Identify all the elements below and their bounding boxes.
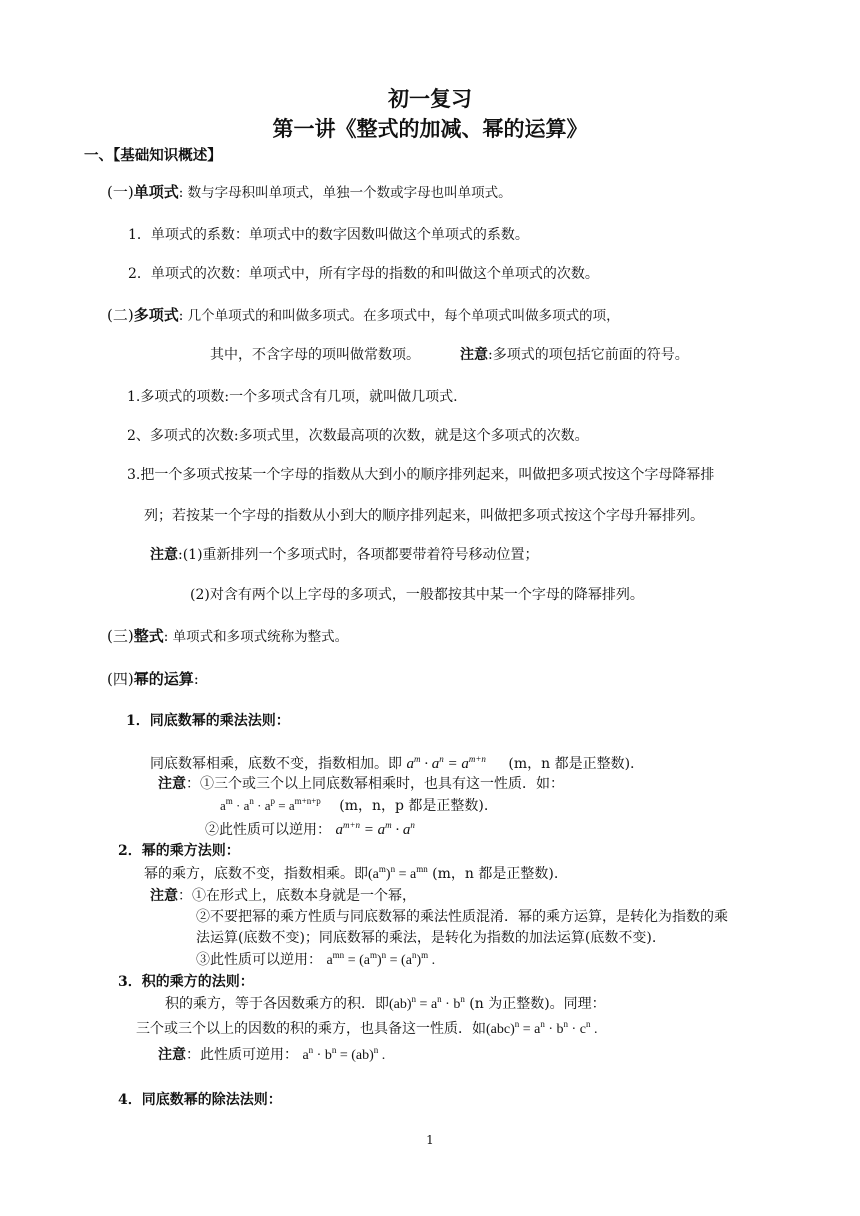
polynomial-definition [107, 306, 620, 324]
rule1-statement [150, 755, 634, 773]
rule2-tail: (m，n 都是正整数). [432, 866, 559, 882]
polynomial-prefix: (二) [107, 306, 134, 324]
rule4-heading: 4．同底数幂的除法法则： [118, 1092, 282, 1108]
polynomial-note2-line2: (2)对含有两个以上字母的多项式，一般都按其中某一个字母的降幂排列。 [190, 587, 644, 603]
rule2-heading: 2．幂的乘方法则： [118, 843, 240, 859]
page-number: 1 [426, 1133, 434, 1147]
rule1-example [220, 798, 488, 815]
power-term: 幂的运算 [133, 670, 194, 688]
polynomial-note2 [150, 547, 539, 564]
rule1-note-text: ：①三个或三个以上同底数幂相乘时，也具有这一性质．如： [186, 776, 564, 792]
polynomial-term: 多项式 [133, 306, 179, 324]
rule3-note-formula: $a^n \cdot b^n = (ab)^n$ . [302, 1045, 386, 1063]
polynomial-constant-text: 其中，不含字母的项叫做常数项。 [210, 347, 420, 363]
rule1-formula: $a^m \cdot a^n = a^{m+n}$ [406, 754, 486, 772]
monomial-text: : 数与字母积叫单项式，单独一个数或字母也叫单项式。 [178, 185, 512, 201]
rule1-tail: (m，n 都是正整数). [508, 756, 635, 772]
rule1-note-label: 注意 [158, 776, 186, 792]
rule3-text: 积的乘方，等于各因数乘方的积．即 [165, 996, 389, 1012]
rule2-note-line2: ②不要把幂的乘方性质与同底数幂的乘法性质混淆．幂的乘方运算，是转化为指数的乘 [196, 909, 728, 925]
rule1-reverse-text: ②此性质可以逆用： [205, 822, 331, 838]
integral-term: 整式 [133, 627, 164, 645]
rule3-line2 [136, 1021, 597, 1039]
rule2-statement [144, 866, 558, 884]
rule2-reverse-text: ③此性质可以逆用： [196, 952, 322, 968]
monomial-prefix: (一) [107, 183, 134, 201]
polynomial-note-text: :多项式的项包括它前面的符号。 [488, 347, 689, 363]
rule1-example-formula: $a^m \cdot a^n \cdot a^p = a^{m+n+p}$ [220, 796, 321, 813]
rule1-reverse-formula: $a^{m+n} = a^m \cdot a^n$ [335, 820, 415, 838]
integral-text: : 单项式和多项式统称为整式。 [163, 629, 349, 645]
rule3-heading: 3．积的乘方的法则： [118, 974, 254, 990]
power-prefix: (四) [107, 670, 134, 688]
power-text: : [193, 670, 199, 688]
rule2-note-line4 [196, 952, 435, 970]
monomial-item-2: 2．单项式的次数：单项式中，所有字母的指数的和叫做这个单项式的次数。 [128, 266, 599, 282]
polynomial-note-label: 注意 [460, 347, 488, 363]
polynomial-note2-text: :(1)重新排列一个多项式时，各项都要带着符号移动位置； [178, 547, 539, 563]
rule3-note-label: 注意 [158, 1047, 186, 1063]
rule2-formula: $(a^m)^n = a^{mn}$ [368, 864, 428, 882]
rule2-note [150, 888, 416, 905]
polynomial-item-2: 2、多项式的次数:多项式里，次数最高项的次数，就是这个多项式的次数。 [127, 428, 589, 444]
rule1-reverse [205, 821, 415, 839]
integral-definition [107, 627, 348, 645]
rule2-note-line3: 法运算(底数不变)；同底数幂的乘法，是转化为指数的加法运算(底数不变). [196, 930, 657, 946]
page-subtitle: 第一讲《整式的加减、幂的运算》 [272, 116, 588, 141]
rule1-heading: 1．同底数幂的乘法法则： [126, 713, 290, 729]
rule2-text: 幂的乘方，底数不变，指数相乘。即 [144, 866, 368, 882]
rule2-note-text: ：①在形式上，底数本身就是一个幂， [178, 888, 416, 904]
rule3-line2-formula: $(abc)^n = a^n \cdot b^n \cdot c^n$ . [486, 1019, 598, 1037]
rule2-reverse-formula: $a^{mn} = (a^m)^n = (a^n)^m$ . [326, 950, 436, 968]
rule3-line2-text: 三个或三个以上的因数的积的乘方，也具备这一性质．如 [136, 1021, 486, 1037]
polynomial-line2 [210, 347, 689, 364]
page-title: 初一复习 [388, 86, 472, 111]
rule3-formula: $(ab)^n = a^n \cdot b^n$ [389, 994, 465, 1012]
polynomial-text: : 几个单项式的和叫做多项式。在多项式中，每个单项式叫做多项式的项， [178, 308, 620, 324]
polynomial-item-1: 1.多项式的项数:一个多项式含有几项，就叫做几项式. [127, 389, 458, 405]
power-definition [107, 670, 199, 688]
monomial-term: 单项式 [133, 183, 179, 201]
monomial-definition [107, 183, 512, 201]
rule3-statement [165, 996, 606, 1014]
rule2-note-label: 注意 [150, 888, 178, 904]
rule3-tail: (n 为正整数)。同理： [469, 996, 606, 1012]
polynomial-note2-label: 注意 [150, 547, 178, 563]
section-heading: 一、【基础知识概述】 [84, 147, 222, 164]
rule1-note [158, 776, 564, 793]
monomial-item-1: 1．单项式的系数：单项式中的数字因数叫做这个单项式的系数。 [128, 227, 529, 243]
polynomial-item-3: 3.把一个多项式按某一个字母的指数从大到小的顺序排列起来，叫做把多项式按这个字母降幂排 [127, 467, 715, 483]
rule3-note-text: ：此性质可逆用： [186, 1047, 298, 1063]
rule1-example-tail: (m，n，p 都是正整数). [339, 798, 489, 814]
polynomial-item-3-cont: 列；若按某一个字母的指数从小到大的顺序排列起来，叫做把多项式按这个字母升幂排列。 [144, 508, 704, 524]
rule1-text: 同底数幂相乘，底数不变，指数相加。即 [150, 756, 402, 772]
integral-prefix: (三) [107, 627, 134, 645]
rule3-note [158, 1047, 385, 1065]
